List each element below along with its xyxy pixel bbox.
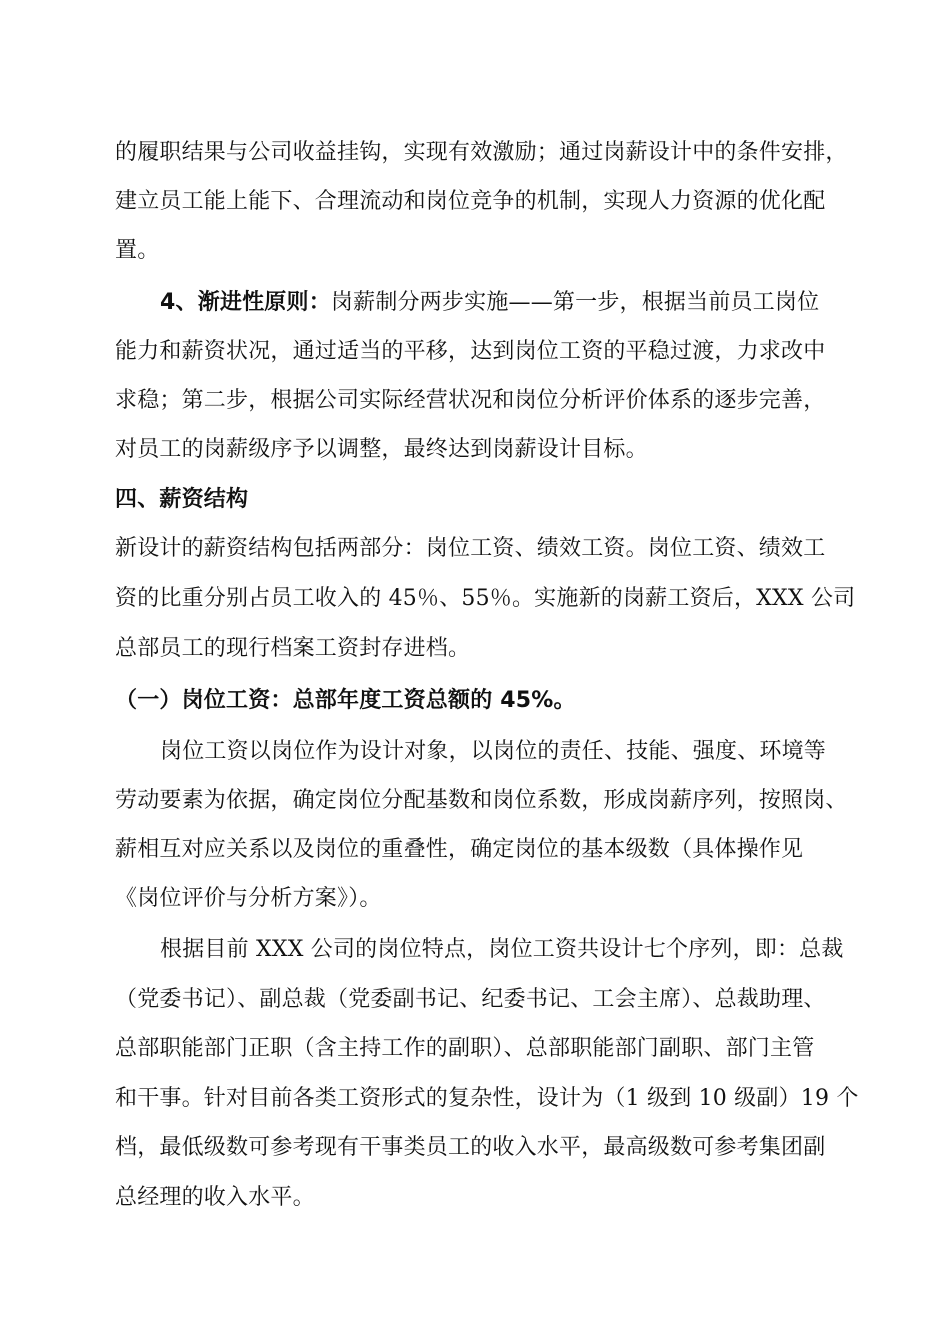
- para4-line-3: 薪相互对应关系以及岗位的重叠性，确定岗位的基本级数（具体操作见: [115, 837, 804, 862]
- para5-line-1: 根据目前 XXX 公司的岗位特点，岗位工资共设计七个序列，即：总裁: [160, 937, 844, 962]
- para1-line-1: 的履职结果与公司收益挂钩，实现有效激励；通过岗薪设计中的条件安排，: [115, 140, 848, 165]
- principle-label: 4、渐进性原则：: [160, 290, 331, 315]
- para2-line-2: 能力和薪资状况，通过适当的平移，达到岗位工资的平稳过渡，力求改中: [115, 339, 826, 364]
- para4-line-2: 劳动要素为依据，确定岗位分配基数和岗位系数，形成岗薪序列，按照岗、: [115, 788, 848, 813]
- para5-line-6: 总经理的收入水平。: [115, 1185, 315, 1210]
- section-heading: 四、薪资结构: [115, 487, 249, 512]
- para5-line-2: （党委书记）、副总裁（党委副书记、纪委书记、工会主席）、总裁助理、: [115, 987, 826, 1012]
- para1-line-2: 建立员工能上能下、合理流动和岗位竞争的机制，实现人力资源的优化配: [115, 189, 826, 214]
- para2-line-3: 求稳；第二步，根据公司实际经营状况和岗位分析评价体系的逐步完善，: [115, 388, 826, 413]
- para3-line-1: 新设计的薪资结构包括两部分：岗位工资、绩效工资。岗位工资、绩效工: [115, 536, 826, 561]
- para1-line-3: 置。: [115, 238, 160, 263]
- para4-line-1: 岗位工资以岗位作为设计对象，以岗位的责任、技能、强度、环境等: [160, 739, 827, 764]
- para2-line-1-text: 岗薪制分两步实施——第一步，根据当前员工岗位: [330, 290, 820, 315]
- para5-line-5: 档，最低级数可参考现有干事类员工的收入水平，最高级数可参考集团副: [115, 1135, 826, 1160]
- para2-line-4: 对员工的岗薪级序予以调整，最终达到岗薪设计目标。: [115, 437, 648, 462]
- para3-line-3: 总部员工的现行档案工资封存进档。: [115, 636, 471, 661]
- para3-line-2: 资的比重分别占员工收入的 45％、55％。实施新的岗薪工资后，XXX 公司: [115, 586, 856, 611]
- para5-line-4: 和干事。针对目前各类工资形式的复杂性，设计为（1 级到 10 级副）19 个: [115, 1086, 859, 1111]
- para2-line-1: [160, 288, 845, 318]
- subsection-heading: （一）岗位工资：总部年度工资总额的 45%。: [115, 688, 576, 713]
- para4-line-4: 《岗位评价与分析方案》）。: [115, 886, 382, 911]
- para5-line-3: 总部职能部门正职（含主持工作的副职）、总部职能部门副职、部门主管: [115, 1036, 815, 1061]
